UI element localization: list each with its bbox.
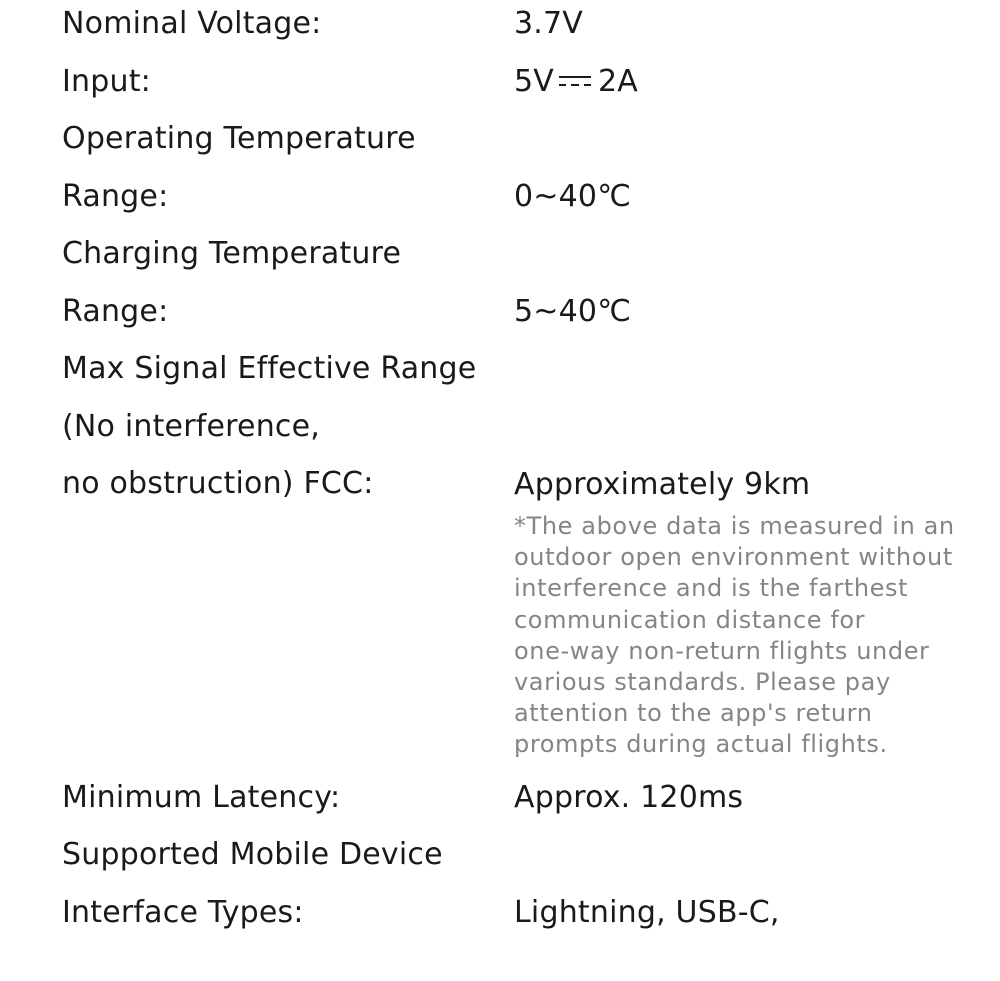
note-line: various standards. Please pay — [514, 668, 891, 697]
note-line: communication distance for — [514, 605, 866, 634]
operating-temperature-value: 0~40℃ — [514, 179, 632, 214]
interface-types-label-line2: Interface Types: — [62, 895, 304, 930]
minimum-latency-label: Minimum Latency: — [62, 780, 341, 815]
note-line: outdoor open environment without — [514, 543, 953, 572]
measurement-note — [514, 511, 964, 761]
max-signal-range-label-line1: Max Signal Effective Range — [62, 351, 477, 386]
input-value — [514, 65, 638, 99]
note-line: attention to the app's return — [514, 699, 873, 728]
charging-temperature-label-line1: Charging Temperature — [62, 236, 402, 271]
note-line: interference and is the farthest — [514, 574, 909, 603]
interface-types-label-line1: Supported Mobile Device — [62, 837, 443, 872]
nominal-voltage-value: 3.7V — [514, 6, 584, 41]
note-line: *The above data is measured in an — [514, 512, 955, 540]
max-signal-range-label-line3: no obstruction) FCC: — [62, 466, 374, 501]
interface-types-value: Lightning, USB-C, — [514, 895, 780, 930]
nominal-voltage-label: Nominal Voltage: — [62, 6, 322, 41]
input-label: Input: — [62, 64, 151, 99]
minimum-latency-value: Approx. 120ms — [514, 780, 744, 815]
input-current: 2A — [598, 64, 639, 99]
operating-temperature-label-line2: Range: — [62, 179, 169, 214]
input-voltage: 5V — [514, 64, 555, 99]
note-line: one-way non-return flights under — [514, 636, 930, 665]
operating-temperature-label-line1: Operating Temperature — [62, 121, 416, 156]
dc-current-icon — [558, 74, 592, 88]
charging-temperature-value: 5~40℃ — [514, 294, 632, 329]
max-signal-range-label-line2: (No interference, — [62, 409, 320, 444]
note-line: prompts during actual flights. — [514, 730, 888, 759]
max-signal-range-value: Approximately 9km — [514, 467, 811, 502]
charging-temperature-label-line2: Range: — [62, 294, 169, 329]
